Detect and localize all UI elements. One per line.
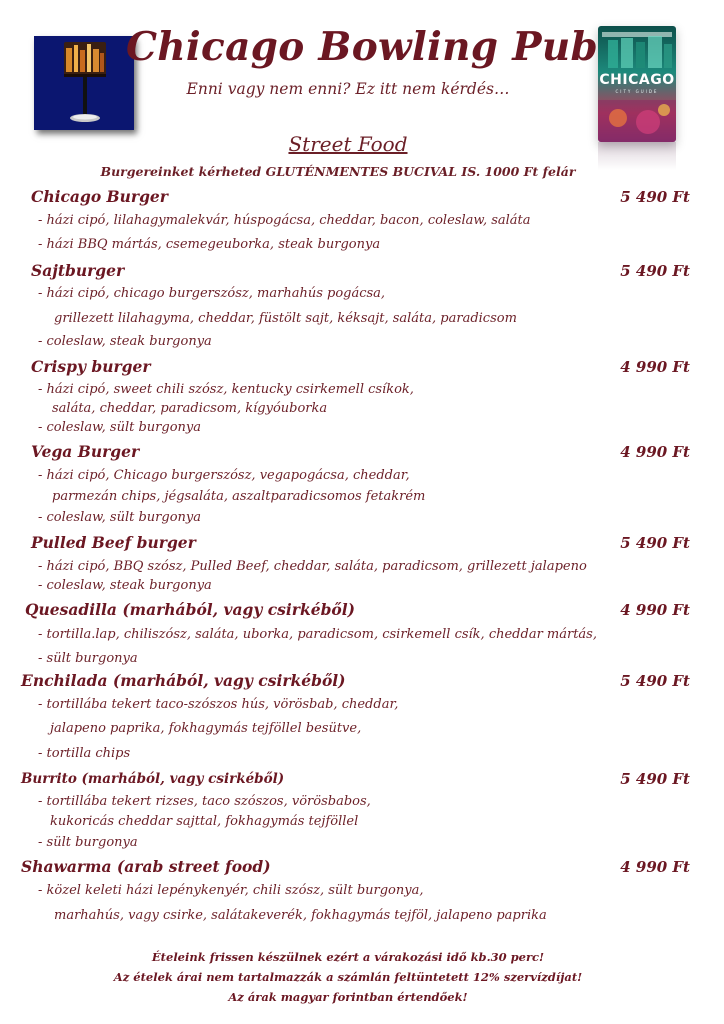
book-subtitle: CITY GUIDE (615, 89, 659, 94)
item-description-line: - házi cipó, Chicago burgerszósz, vegapogácsa, cheddar, (38, 468, 410, 483)
item-name: Sajtburger (31, 261, 125, 280)
item-description-line: saláta, cheddar, paradicsom, kígyóuborka (52, 401, 328, 416)
item-name: Vega Burger (31, 442, 140, 461)
item-name: Chicago Burger (31, 187, 168, 206)
item-name: Shawarma (arab street food) (21, 857, 271, 876)
item-description-line: - házi BBQ mártás, csemegeuborka, steak burgonya (38, 237, 381, 252)
item-description-line: - tortillába tekert taco-szószos hús, vörösbab, cheddar, (38, 697, 399, 712)
item-price: 4 990 Ft (620, 443, 690, 461)
item-price: 5 490 Ft (620, 672, 690, 690)
item-name: Pulled Beef burger (31, 533, 196, 552)
item-name: Enchilada (marhából, vagy csirkéből) (21, 671, 346, 690)
item-price: 4 990 Ft (620, 601, 690, 619)
item-description-line: - coleslaw, steak burgonya (38, 578, 212, 593)
item-description-line: - házi cipó, lilahagymalekvár, húspogácsa, cheddar, bacon, coleslaw, saláta (38, 213, 531, 228)
item-description-line: - házi cipó, chicago burgerszósz, marhahús pogácsa, (38, 286, 386, 301)
item-description-line: - közel keleti házi lepénykenyér, chili szósz, sült burgonya, (38, 883, 424, 898)
item-price: 4 990 Ft (620, 358, 690, 376)
gluten-free-notice: Burgereinket kérheted GLUTÉNMENTES BUCIVAL IS. 1000 Ft felár (100, 164, 576, 179)
item-description-line: - sült burgonya (38, 651, 138, 666)
item-price: 5 490 Ft (620, 534, 690, 552)
item-name: Burrito (marhából, vagy csirkéből) (21, 771, 285, 787)
item-description-line: - coleslaw, sült burgonya (38, 420, 201, 435)
book-title: CHICAGO (599, 72, 675, 88)
item-price: 5 490 Ft (620, 770, 690, 788)
item-description-line: kukoricás cheddar sajttal, fokhagymás tejföllel (50, 814, 359, 829)
item-description-line: jalapeno paprika, fokhagymás tejföllel besütve, (50, 721, 362, 736)
item-description-line: grillezett lilahagyma, cheddar, füstölt sajt, kéksajt, saláta, paradicsom (54, 311, 517, 326)
item-price: 5 490 Ft (620, 188, 690, 206)
item-description-line: - tortilla chips (38, 746, 131, 761)
item-description-line: - tortillába tekert rizses, taco szószos, vörösbabos, (38, 794, 371, 809)
item-price: 4 990 Ft (620, 858, 690, 876)
item-description-line: - tortilla.lap, chiliszósz, saláta, uborka, paradicsom, csirkemell csík, cheddar mártás, (38, 627, 597, 642)
item-name: Crispy burger (31, 357, 151, 376)
item-description-line: - coleslaw, sült burgonya (38, 510, 201, 525)
item-description-line: - házi cipó, sweet chili szósz, kentucky csirkemell csíkok, (38, 382, 414, 397)
item-price: 5 490 Ft (620, 262, 690, 280)
menu-tagline: Enni vagy nem enni? Ez itt nem kérdés… (186, 80, 510, 98)
footer-note: Az ételek árai nem tartalmazzák a számlán feltüntetett 12% szervízdíjat! (113, 970, 583, 984)
item-name: Quesadilla (marhából, vagy csirkéből) (25, 600, 355, 619)
item-description-line: parmezán chips, jégsaláta, aszaltparadicsomos fetakrém (52, 489, 426, 504)
item-description-line: - sült burgonya (38, 835, 138, 850)
item-description-line: - házi cipó, BBQ szósz, Pulled Beef, cheddar, saláta, paradicsom, grillezett jalapeno (38, 559, 587, 574)
footer-note: Az árak magyar forintban értendőek! (228, 990, 468, 1004)
footer-note: Ételeink frissen készülnek ezért a várakozási idő kb.30 perc! (151, 950, 545, 964)
item-description-line: - coleslaw, steak burgonya (38, 334, 212, 349)
menu-title: Chicago Bowling Pub (125, 24, 599, 70)
item-description-line: marhahús, vagy csirke, salátakeverék, fokhagymás tejföl, jalapeno paprika (54, 908, 547, 923)
section-heading: Street Food (288, 132, 408, 156)
